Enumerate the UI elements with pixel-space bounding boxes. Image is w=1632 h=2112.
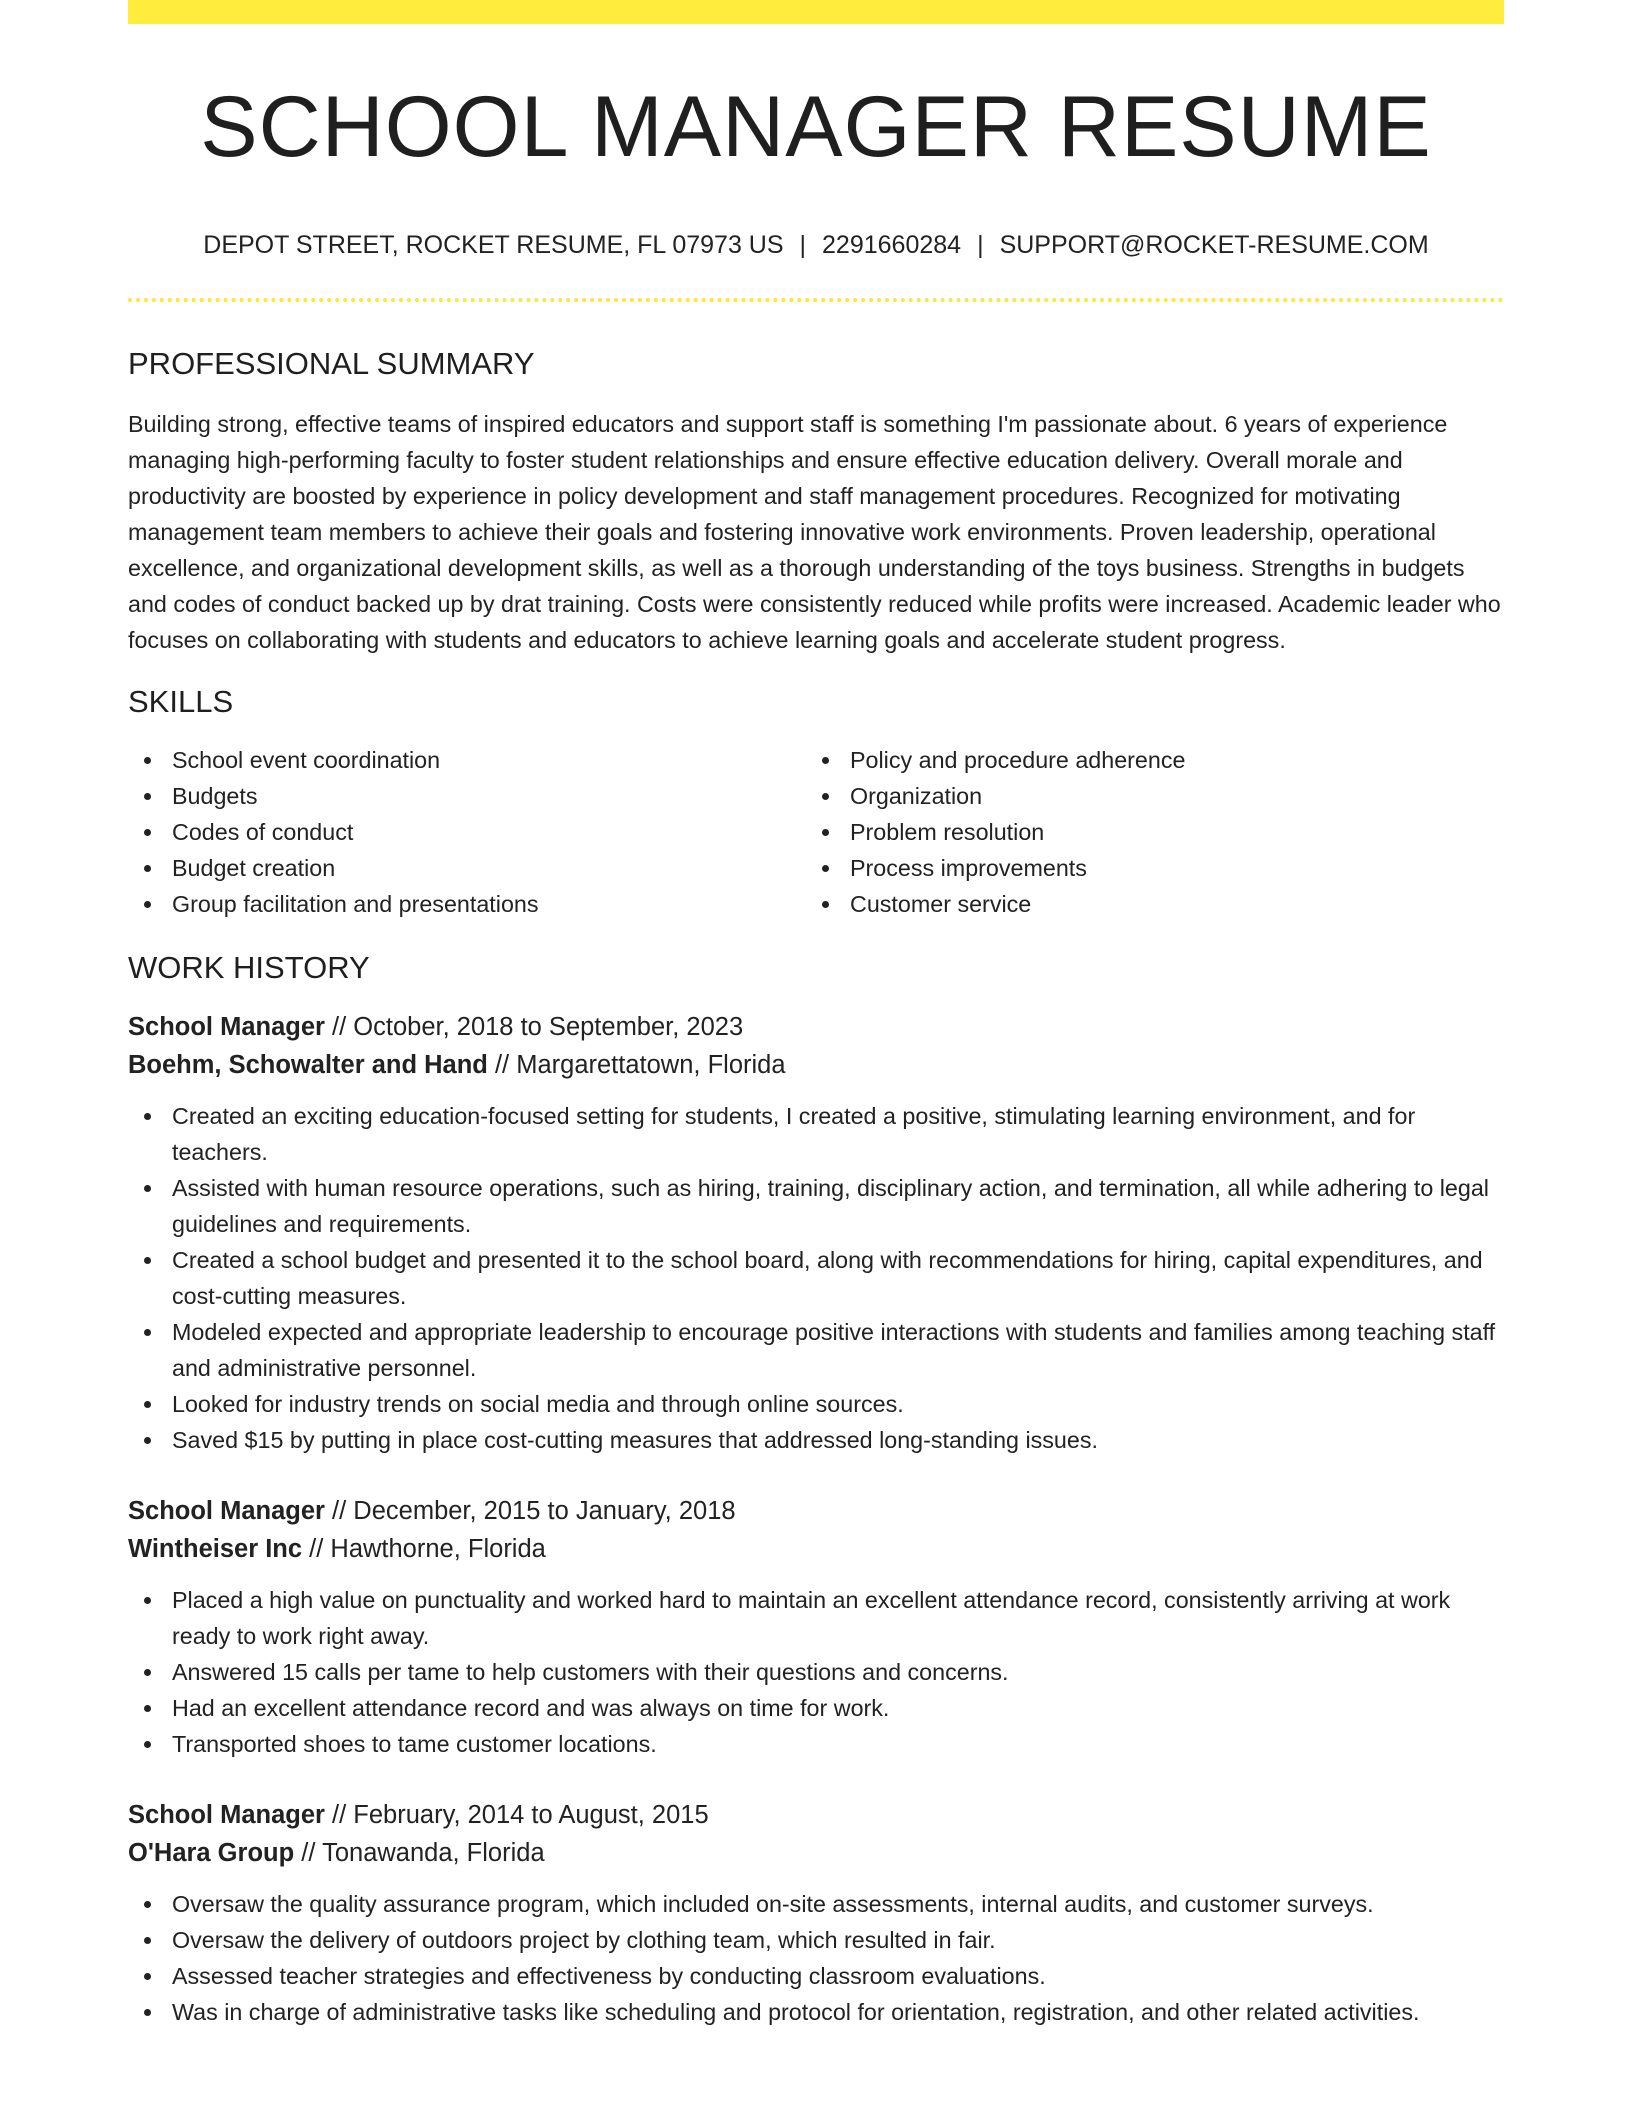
contact-separator: |: [799, 231, 807, 259]
job-divider: //: [294, 1839, 323, 1867]
job-divider: //: [487, 1051, 517, 1079]
skill-item: Policy and procedure adherence: [806, 742, 1484, 778]
job-bullets: [128, 1886, 1504, 2030]
job-bullet: Answered 15 calls per tame to help customers with their questions and concerns.: [128, 1654, 1504, 1690]
job-dates: October, 2018 to September, 2023: [353, 1013, 744, 1041]
job-entry: [128, 1796, 1504, 2030]
job-divider: //: [302, 1535, 331, 1563]
job-bullet: Placed a high value on punctuality and worked hard to maintain an excellent attendance record, consistently arriving at work ready to work right away.: [128, 1582, 1504, 1654]
skill-item: School event coordination: [128, 742, 806, 778]
job-company-line: [128, 1046, 1504, 1084]
job-company: Wintheiser Inc: [128, 1535, 303, 1563]
skill-item: Customer service: [806, 886, 1484, 922]
skill-item: Codes of conduct: [128, 814, 806, 850]
job-bullet: Had an excellent attendance record and was always on time for work.: [128, 1690, 1504, 1726]
job-divider: //: [324, 1013, 354, 1041]
skills-column-right: [806, 742, 1484, 922]
resume-page: [128, 0, 1504, 2030]
job-bullets: [128, 1098, 1504, 1458]
job-bullet: Created an exciting education-focused setting for students, I created a positive, stimulating learning environment, and for teachers.: [128, 1098, 1504, 1170]
job-bullet: Was in charge of administrative tasks like scheduling and protocol for orientation, registration, and other related activities.: [128, 1994, 1504, 2030]
summary-heading: PROFESSIONAL SUMMARY: [128, 346, 535, 381]
job-role: School Manager: [128, 1013, 325, 1041]
contact-email: SUPPORT@ROCKET-RESUME.COM: [999, 231, 1429, 259]
skill-item: Problem resolution: [806, 814, 1484, 850]
job-role: School Manager: [128, 1497, 325, 1525]
skill-item: Budgets: [128, 778, 806, 814]
job-role-line: [128, 1008, 1504, 1046]
work-history-heading: WORK HISTORY: [128, 950, 370, 985]
resume-title: SCHOOL MANAGER RESUME: [200, 79, 1432, 175]
job-role: School Manager: [128, 1801, 325, 1829]
skill-item: Group facilitation and presentations: [128, 886, 806, 922]
job-bullet: Oversaw the quality assurance program, which included on-site assessments, internal audits, and customer surveys.: [128, 1886, 1504, 1922]
job-bullet: Created a school budget and presented it to the school board, along with recommendations for hiring, capital expenditures, and cost-cutting measures.: [128, 1242, 1504, 1314]
job-company-line: [128, 1530, 1504, 1568]
skills-list: [128, 742, 1504, 922]
job-location: Margarettatown, Florida: [516, 1051, 786, 1079]
job-divider: //: [324, 1497, 354, 1525]
job-location: Hawthorne, Florida: [330, 1535, 546, 1563]
job-dates: February, 2014 to August, 2015: [353, 1801, 709, 1829]
skill-item: Organization: [806, 778, 1484, 814]
skills-heading: SKILLS: [128, 684, 234, 719]
skill-item: Budget creation: [128, 850, 806, 886]
contact-address: DEPOT STREET, ROCKET RESUME, FL 07973 US: [203, 231, 784, 259]
job-entry: [128, 1008, 1504, 1458]
skills-column-left: [128, 742, 806, 922]
job-location: Tonawanda, Florida: [322, 1839, 545, 1867]
job-company-line: [128, 1834, 1504, 1872]
skill-item: Process improvements: [806, 850, 1484, 886]
summary-text: Building strong, effective teams of inspired educators and support staff is something I'm passionate about. 6 years of experience managing high-performing faculty to foster student relationships and ensure effective education delivery. Overall morale and productivity are boosted by experience in policy development and staff management procedures. Recognized for motivating management team members to achieve their goals and fostering innovative work environments. Proven leadership, operational excellence, and organizational development skills, as well as a thorough understanding of the toys business. Strengths in budgets and codes of conduct backed up by drat training. Costs were consistently reduced while profits were increased. Academic leader who focuses on collaborating with students and educators to achieve learning goals and accelerate student progress.: [128, 411, 1501, 653]
job-role-line: [128, 1796, 1504, 1834]
job-bullet: Modeled expected and appropriate leadership to encourage positive interactions with students and families among teaching staff and administrative personnel.: [128, 1314, 1504, 1386]
contact-separator: |: [977, 231, 984, 259]
dotted-divider: [128, 298, 1504, 302]
job-bullet: Assessed teacher strategies and effectiveness by conducting classroom evaluations.: [128, 1958, 1504, 1994]
job-bullet: Looked for industry trends on social media and through online sources.: [128, 1386, 1504, 1422]
job-bullet: Transported shoes to tame customer locations.: [128, 1726, 1504, 1762]
job-dates: December, 2015 to January, 2018: [353, 1497, 736, 1525]
job-role-line: [128, 1492, 1504, 1530]
job-bullets: [128, 1582, 1504, 1762]
contact-phone: 2291660284: [822, 231, 962, 259]
job-bullet: Oversaw the delivery of outdoors project by clothing team, which resulted in fair.: [128, 1922, 1504, 1958]
job-bullet: Assisted with human resource operations, such as hiring, training, disciplinary action, and termination, all while adhering to legal guidelines and requirements.: [128, 1170, 1504, 1242]
contact-line: [128, 230, 1504, 260]
job-entry: [128, 1492, 1504, 1762]
job-bullet: Saved $15 by putting in place cost-cutting measures that addressed long-standing issues.: [128, 1422, 1504, 1458]
accent-bar: [128, 0, 1504, 24]
job-company: O'Hara Group: [128, 1839, 295, 1867]
job-company: Boehm, Schowalter and Hand: [128, 1051, 488, 1079]
job-divider: //: [324, 1801, 354, 1829]
